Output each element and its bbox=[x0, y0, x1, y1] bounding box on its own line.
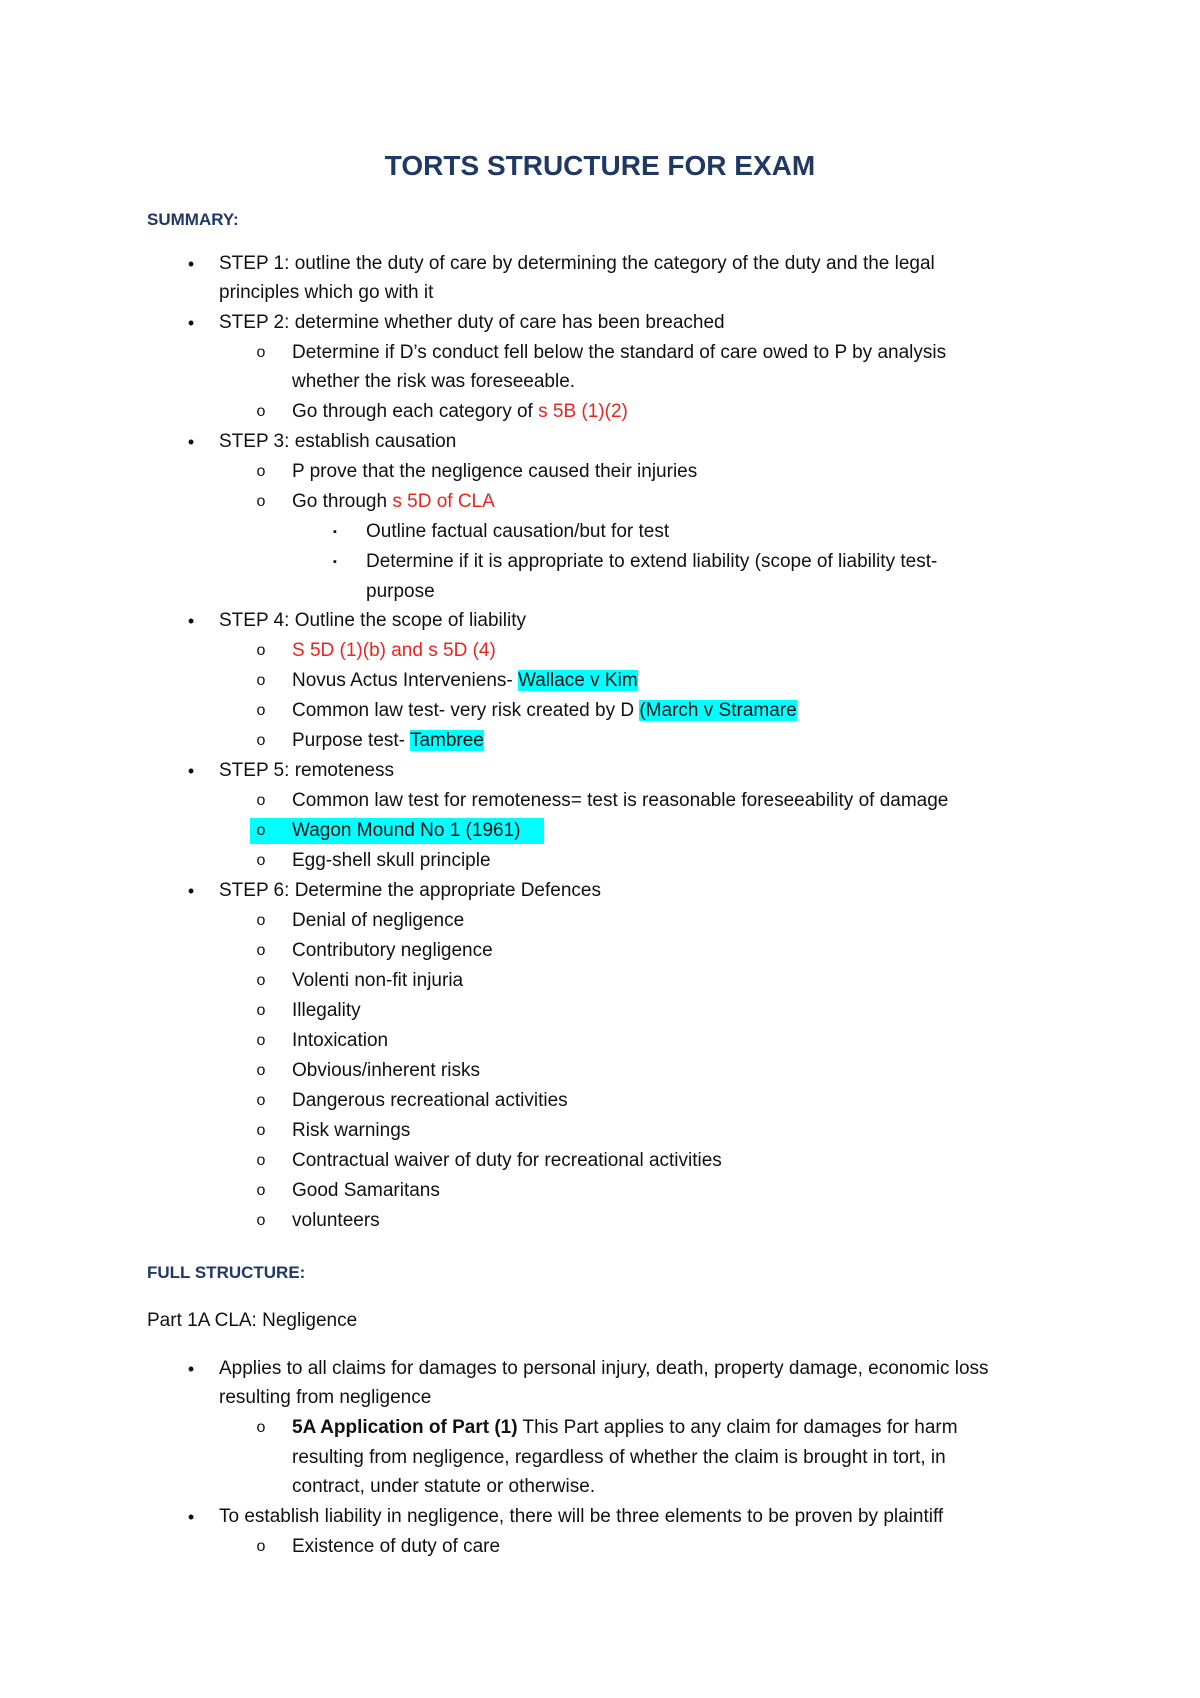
bullet-marker: • bbox=[187, 1507, 195, 1527]
circle-marker: o bbox=[256, 1092, 266, 1109]
square-marker: ▪ bbox=[333, 556, 337, 568]
circle-marker: o bbox=[256, 1538, 266, 1555]
step-5-sub-3: Egg-shell skull principle bbox=[292, 850, 491, 871]
bullet-marker: • bbox=[187, 1359, 195, 1379]
defence-item: Intoxication bbox=[292, 1030, 389, 1051]
circle-marker: o bbox=[256, 493, 266, 510]
step-3-sub-2: Go through s 5D of CLA bbox=[292, 491, 495, 512]
defence-item: volunteers bbox=[292, 1210, 380, 1231]
bullet-marker: • bbox=[187, 611, 195, 631]
step-1-continuation: principles which go with it bbox=[219, 282, 434, 303]
step-3-sub-sub-2-continuation: purpose bbox=[366, 581, 435, 602]
circle-marker: o bbox=[256, 1122, 266, 1139]
circle-marker: o bbox=[256, 1212, 266, 1229]
case-highlight: Tambree bbox=[409, 730, 484, 751]
circle-marker: o bbox=[256, 1062, 266, 1079]
full-sub-5a-continuation: contract, under statute or otherwise. bbox=[292, 1476, 596, 1497]
square-marker: ▪ bbox=[333, 526, 337, 538]
step-4-item: STEP 4: Outline the scope of liability bbox=[219, 610, 526, 631]
circle-marker: o bbox=[256, 344, 266, 361]
full-item-1: Applies to all claims for damages to personal injury, death, property damage, economic loss bbox=[219, 1358, 989, 1379]
step-5-sub-2: Wagon Mound No 1 (1961) bbox=[292, 820, 521, 841]
step-4-sub-4: Purpose test- Tambree bbox=[292, 730, 484, 751]
circle-marker: o bbox=[256, 1419, 266, 1436]
full-sub-5a-continuation: resulting from negligence, regardless of whether the claim is brought in tort, in bbox=[292, 1447, 946, 1468]
circle-marker: o bbox=[256, 1182, 266, 1199]
defence-item: Dangerous recreational activities bbox=[292, 1090, 568, 1111]
part-heading: Part 1A CLA: Negligence bbox=[147, 1310, 358, 1331]
defence-item: Volenti non-fit injuria bbox=[292, 970, 464, 991]
circle-marker: o bbox=[256, 403, 266, 420]
step-1-item: STEP 1: outline the duty of care by determining the category of the duty and the legal bbox=[219, 253, 935, 274]
defence-item: Good Samaritans bbox=[292, 1180, 440, 1201]
full-sub-5a: 5A Application of Part (1) This Part applies to any claim for damages for harm bbox=[292, 1417, 958, 1438]
document-title: TORTS STRUCTURE FOR EXAM bbox=[384, 150, 816, 181]
step-3-sub-sub-1: Outline factual causation/but for test bbox=[366, 521, 670, 542]
defence-item: Denial of negligence bbox=[292, 910, 465, 931]
step-4-sub-1: S 5D (1)(b) and s 5D (4) bbox=[292, 640, 496, 661]
step-6-item: STEP 6: Determine the appropriate Defences bbox=[219, 880, 601, 901]
bullet-marker: • bbox=[187, 881, 195, 901]
defence-item: Obvious/inherent risks bbox=[292, 1060, 480, 1081]
case-highlight: (March v Stramare bbox=[639, 700, 797, 721]
defence-item: Illegality bbox=[292, 1000, 361, 1021]
case-highlight: Wallace v Kim bbox=[518, 670, 638, 691]
circle-marker: o bbox=[256, 822, 266, 839]
circle-marker: o bbox=[256, 912, 266, 929]
circle-marker: o bbox=[256, 1032, 266, 1049]
step-2-sub-2: Go through each category of s 5B (1)(2) bbox=[292, 401, 628, 422]
bullet-marker: • bbox=[187, 432, 195, 452]
step-2-sub-1-continuation: whether the risk was foreseeable. bbox=[292, 371, 576, 392]
circle-marker: o bbox=[256, 642, 266, 659]
full-item-2: To establish liability in negligence, there will be three elements to be proven by plaintiff bbox=[219, 1506, 944, 1527]
full-structure-heading: FULL STRUCTURE: bbox=[147, 1263, 306, 1282]
defence-item: Risk warnings bbox=[292, 1120, 411, 1141]
step-5-item: STEP 5: remoteness bbox=[219, 760, 394, 781]
section-reference: s 5D of CLA bbox=[392, 491, 495, 512]
step-3-item: STEP 3: establish causation bbox=[219, 431, 457, 452]
circle-marker: o bbox=[256, 702, 266, 719]
circle-marker: o bbox=[256, 852, 266, 869]
bullet-marker: • bbox=[187, 254, 195, 274]
step-4-sub-3: Common law test- very risk created by D (March v Stramare bbox=[292, 700, 797, 721]
full-sub-duty: Existence of duty of care bbox=[292, 1536, 501, 1557]
step-5-sub-1: Common law test for remoteness= test is reasonable foreseeability of damage bbox=[292, 790, 949, 811]
step-4-sub-2: Novus Actus Interveniens- Wallace v Kim bbox=[292, 670, 638, 691]
circle-marker: o bbox=[256, 972, 266, 989]
section-reference: s 5B (1)(2) bbox=[538, 401, 628, 422]
defence-item: Contributory negligence bbox=[292, 940, 493, 961]
circle-marker: o bbox=[256, 463, 266, 480]
circle-marker: o bbox=[256, 1002, 266, 1019]
step-3-sub-sub-2: Determine if it is appropriate to extend liability (scope of liability test- bbox=[366, 551, 938, 572]
step-2-item: STEP 2: determine whether duty of care has been breached bbox=[219, 312, 725, 333]
section-5a-title: 5A Application of Part (1) bbox=[292, 1417, 518, 1438]
defence-item: Contractual waiver of duty for recreational activities bbox=[292, 1150, 722, 1171]
summary-heading: SUMMARY: bbox=[147, 210, 239, 229]
circle-marker: o bbox=[256, 732, 266, 749]
circle-marker: o bbox=[256, 672, 266, 689]
step-2-sub-1: Determine if D’s conduct fell below the standard of care owed to P by analysis bbox=[292, 342, 947, 363]
full-item-1-continuation: resulting from negligence bbox=[219, 1387, 432, 1408]
circle-marker: o bbox=[256, 1152, 266, 1169]
step-3-sub-1: P prove that the negligence caused their injuries bbox=[292, 461, 698, 482]
bullet-marker: • bbox=[187, 761, 195, 781]
circle-marker: o bbox=[256, 792, 266, 809]
circle-marker: o bbox=[256, 942, 266, 959]
bullet-marker: • bbox=[187, 313, 195, 333]
